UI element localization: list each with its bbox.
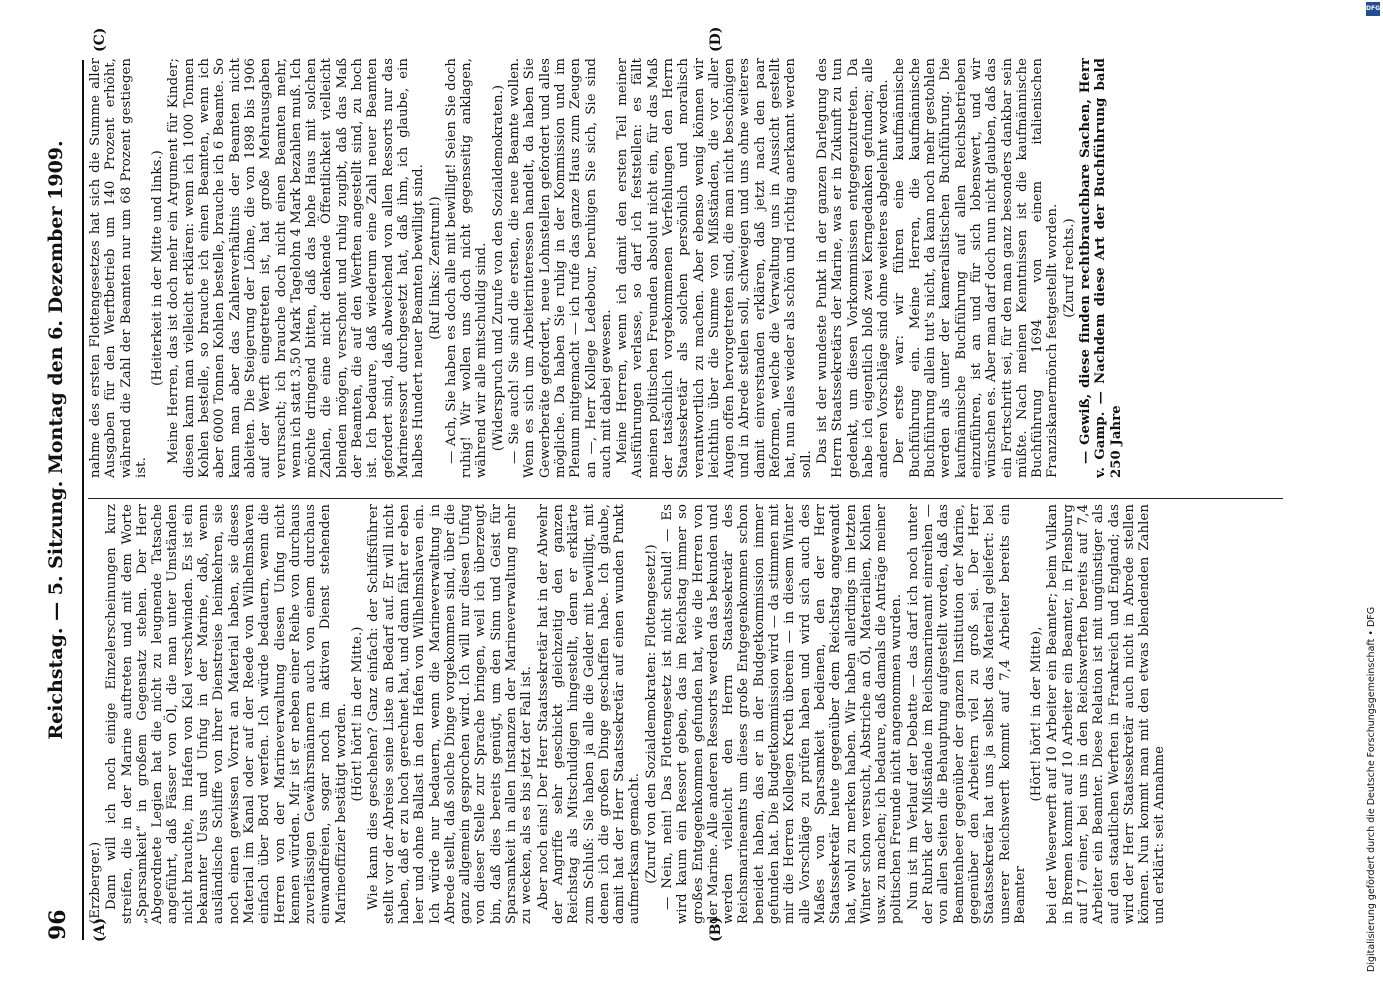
paragraph: Der erste war: wir führen eine kaufmännische Buchführung ein. Meine Herren, die kaufmännische Buchführung allein tut's nicht, da kann noch mehr gestohlen werden als unter der kameralistischen Buchführung. Die kaufmännische Buchführung auf allen Reichsbetrieben einzuführen, ist an und für sich lobenswert, und wir wünschen es. Aber man darf doch nun nicht glauben, daß das ein Fortschritt sei, für den man ganz besonders dankbar sein müßte. Nach meinen Kenntnissen ist die kaufmännische Buchführung 1694 von einem italienischen Franziskanermönch festgestellt worden. — [892, 58, 1061, 478]
digitization-footer — [1366, 12, 1380, 992]
interjection: (Hört! hört! in der Mitte.) — [350, 626, 366, 802]
interjection: (Hört! hört! in der Mitte), — [1029, 626, 1045, 802]
interjection: (Zuruf rechts.) — [1061, 218, 1077, 318]
margin-mark-b: (B) — [708, 916, 724, 942]
margin-mark-c: (C) — [92, 27, 108, 52]
header-rule — [82, 60, 84, 940]
interjection: (Heiterkeit in der Mitte und links.) — [150, 150, 166, 386]
digitization-note: Digitalisierung gefördert durch die Deutsche Forschungsgemeinschaft • DFG — [1366, 606, 1377, 972]
paragraph: — Nein, nein! Das Flottengesetz ist nicht schuld! — Es wird kaum ein Ressort geben, das im Reichstag immer so großes Entgegenkommen gefunden hat, wie die Herren von der Marine. Alle anderen Ressorts werden das bekunden und werden vielleicht den Herrn Staatssekretär des Reichsmarineamts um dieses große Entgegenkommen schon beneidet haben, das er in der Budgetkommission immer gefunden hat. Die Budgetkommission wird — da stimmen mit mir die Herren Kollegen Kreth überein — in diesem Winter alle Vorschläge zu prüfen haben und wird sich auch des Maßes von Sparsamkeit bedienen, den der Herr Staatssekretär heute gegenüber dem Reichstag angewandt hat, wohl zu merken haben. Wir haben allerdings im letzten Winter schon versucht, Abstriche an Öl, Materialien, Kohlen usw. zu machen; ich bedaure, daß damals die Anträge meiner politischen Freunde nicht angenommen wurden. — [659, 504, 905, 924]
right-column — [88, 58, 1283, 478]
paragraph: nahme des ersten Flottengesetzes hat sich die Summe aller Ausgaben für den Werftbetrieb um 140 Prozent erhöht, während die Zahl der Beamten nur um 68 Prozent gestiegen ist. — [88, 58, 149, 478]
column-divider — [88, 498, 1283, 499]
dfg-logo-icon: DFG — [1366, 2, 1380, 16]
left-column — [88, 504, 1283, 924]
interjection: (Ruf links: Zentrum!) — [427, 196, 443, 340]
paragraph: Dann will ich noch einige Einzelerscheinungen kurz streifen, die in der Marine auftreten und mit dem Worte „Sparsamkeit“ in großem Gegensatz stehen. Der Herr Abgeordnete Legien hat die nicht zu leugnende Tatsache angeführt, daß Fässer von Öl, die man unter Umständen nicht brauchte, im Hafen von Kiel verschwinden. Es ist ein bekannter Usus und Unfug in der Marine, daß, wenn ausländische Schiffe von ihrer Dienstreise heimkehren, sie noch einen gewissen Vorrat an Material haben, sie dieses Material im Kanal oder auf der Reede von Wilhelmshaven einfach über Bord werfen. Ich würde bedauern, wenn die Herren von der Marineverwaltung diesen Unfug nicht kennen würden. Mir ist er neben einer Reihe von durchaus zuverlässigen Gewährsmännern auch von einem durchaus einwandfreien, sogar noch im aktiven Dienst stehenden Marineoffizier bestätigt worden. — [104, 504, 349, 924]
margin-mark-d: (D) — [708, 26, 724, 52]
paragraph: Meine Herren, wenn ich damit den ersten Teil meiner Ausführungen verlasse, so darf ich feststellen: es fällt meinen politischen Freunden absolut nicht ein, für das Maß der tatsächlich vorgekommenen Verfehlungen den Herrn Staatssekretär als solchen persönlich und moralisch verantwortlich zu machen. Aber ebenso wenig können wir leichthin über die Summe von Mißständen, die vor aller Augen offen hervorgetreten sind, die man nicht beschönigen und in Abrede stellen soll, schweigen und uns ohne weiteres damit einverstanden erklären, daß jetzt nach den paar Reformen, welche die Verwaltung uns in Aussicht gestellt hat, nun alles wieder als schön und richtig anerkannt werden soll. — [615, 58, 814, 478]
paragraph: — Gewiß, diese finden rechtbrauchbare Sachen, Herr v. Gamp. — Nachdem diese Art der Buchführung bald 250 Jahre — [1078, 58, 1124, 478]
interjection: (Zuruf von den Sozialdemokraten: Flottengesetz!) — [643, 544, 659, 884]
speaker-attribution: (Erzberger.) — [88, 841, 103, 924]
interjection: (Widerspruch und Zurufe von den Sozialdemokraten.) — [490, 84, 506, 452]
paragraph: Wie kann dies geschehen? Ganz einfach: der Schiffsführer stellt vor der Abreise seine Liste an Bedarf auf. Er will nicht haben, daß er zu hoch gerechnet hat, und dann fährt er eben leer und ohne Ballast in den Hafen von Wilhelmshaven ein. Ich würde nur bedauern, wenn die Marineverwaltung in Abrede stellt, daß solche Dinge vorgekommen sind, über die ganz allgemein gesprochen wird. Ich will nur diesen Unfug von dieser Stelle zur Sprache bringen, weil ich überzeugt bin, daß dies bereits genügt, um den Sinn und Geist für Sparsamkeit in allen Instanzen der Marineverwaltung mehr zu wecken, als es bis jetzt der Fall ist. — [366, 504, 535, 924]
paragraph: — Sie auch! Sie sind die ersten, die neue Beamte wollen. Wenn es sich um Arbeiterinteressen handelt, da haben Sie Gewerberäte gefordert, neue Lohnstellen gefordert und alles mögliche. Da haben Sie ruhig in der Kommission und im Plenum mitgemacht — ich rufe das ganze Haus zum Zeugen an —, Herr Kollege Ledebour, beruhigen Sie sich, Sie sind auch mit dabei gewesen. — [507, 58, 614, 478]
paragraph: bei der Weserwerft auf 10 Arbeiter ein Beamter; beim Vulkan in Bremen kommt auf 10 Arbeiter ein Beamter, in Flensburg auf 17 einer, bei uns in den Reichswerften bereits auf 7,4 Arbeiter ein Beamter. Diese Relation ist mit ungünstiger als auf den staatlichen Werften in Frankreich und England; das wird der Herr Staatssekretär auch nicht in Abrede stellen können. Nun kommt man mit den etwas blendenden Zahlen und erklärt: seit Annahme — [1045, 504, 1168, 924]
margin-mark-a: (A) — [92, 917, 108, 942]
page-number: 96 — [45, 909, 71, 940]
paragraph: — Ach, Sie haben es doch alle mit bewilligt! Seien Sie doch ruhig! Wir wollen uns doch nicht gegenseitig anklagen, während wir alle mitschuldig sind. — [443, 58, 490, 478]
paragraph: Nun ist im Verlauf der Debatte — das darf ich noch unter der Rubrik der Mißstände im Reichsmarineamt einreihen — von allen Seiten die Behauptung aufgestellt worden, daß das Beamtenheer gegenüber der ganzen Institution der Marine, gegenüber den Arbeitern viel zu groß sei. Der Herr Staatssekretär hat uns ja selbst das Material geliefert: bei unserer Reichswerft kommt auf 7,4 Arbeiter bereits ein Beamter — [905, 504, 1028, 924]
running-title: Reichstag. — 5. Sitzung. Montag den 6. Dezember 1909. — [45, 140, 67, 740]
page-header — [45, 60, 75, 940]
paragraph: Das ist der wundeste Punkt in der ganzen Darlegung des Herrn Staatssekretärs der Marine, was er in Zukunft zu tun gedenkt, um diesen Vorkommnissen entgegenzutreten. Da habe ich eigentlich bloß zwei Kerngedanken gefunden; alle anderen Vorschläge sind ohne weiteres abgelehnt worden. — [814, 58, 892, 478]
paragraph: Meine Herren, das ist doch mehr ein Argument für Kinder; diesen kann man vielleicht erklären: wenn ich 1000 Tonnen Kohlen bestelle, so brauche ich einen Beamten, wenn ich aber 6000 Tonnen Kohlen bestelle, brauche ich 6 Beamte. So kann man aber das Zahlenverhältnis der Beamten nicht ableiten. Die Steigerung der Löhne, die von 1898 bis 1906 auf der Werft eingetreten ist, hat große Mehrausgaben verursacht; ich brauche doch nicht einen Beamten mehr, wenn ich statt 3,50 Mark Tagelohn 4 Mark bezahlen muß. Ich möchte dringend bitten, daß das hohe Haus mit solchen Zahlen, die eine nicht denkende Öffentlichkeit vielleicht blenden mögen, verschont und ruhig zugibt, daß das Maß der Beamten, die auf den Werften angestellt sind, zu hoch ist. Ich bedaure, daß wiederum eine Zahl neuer Beamten gefordert sind, daß abweichend von allen Ressorts nur das Marineressort durchgesetzt hat, daß ihm, ich glaube, ein halbes Hundert neuer Beamten bewilligt sind. — [166, 58, 427, 478]
paragraph: Aber noch eins! Der Herr Staatssekretär hat in der Abwehr der Angriffe sehr geschickt gleichzeitig den ganzen Reichstag als Mitschuldigen hingestellt, denn er erklärte zum Schluß: Sie haben ja alle die Gelder mit bewilligt, mit denen ich die großen Dinge geschaffen habe. Ich glaube, damit hat der Herr Staatssekretär auf einen wunden Punkt aufmerksam gemacht. — [535, 504, 643, 924]
